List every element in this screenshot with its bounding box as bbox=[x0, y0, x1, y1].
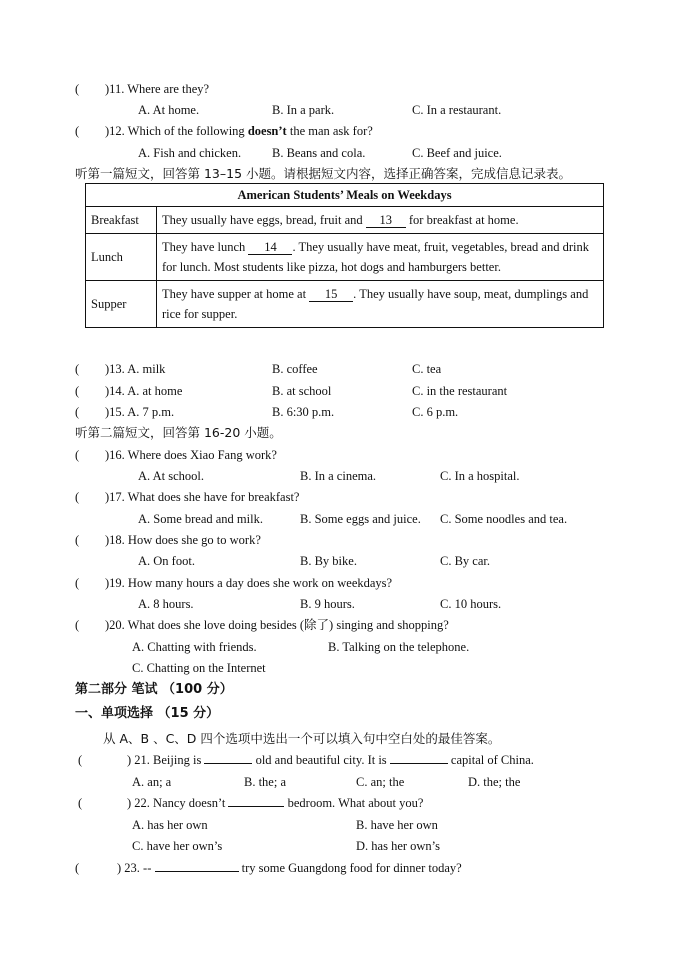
table-row bbox=[86, 207, 604, 234]
passage-2-instructions: 听第二篇短文，回答第 16-20 小题。 bbox=[75, 425, 282, 440]
option-d: D. the; the bbox=[468, 775, 521, 789]
passage-1-instructions: 听第一篇短文，回答第 13–15 小题。请根据短文内容，选择正确答案，完成信息记录表。 bbox=[75, 166, 572, 181]
question-14: ( )14. A. at home bbox=[75, 384, 183, 398]
question-11 bbox=[75, 81, 209, 97]
option-c: C. 6 p.m. bbox=[412, 405, 459, 419]
option-b: B. the; a bbox=[244, 775, 287, 789]
option-a: A. At home. bbox=[138, 103, 200, 117]
answer-paren[interactable]: ( bbox=[78, 796, 83, 810]
option-b: B. Some eggs and juice. bbox=[300, 512, 421, 526]
question-16: ( )16. Where does Xiao Fang work? bbox=[75, 448, 277, 462]
part-2-heading: 第二部分 笔试 （100 分） bbox=[75, 682, 233, 697]
option-b: B. at school bbox=[272, 384, 332, 398]
option-c: C. Beef and juice. bbox=[412, 146, 502, 160]
question-19: ( )19. How many hours a day does she work on weekdays? bbox=[75, 576, 393, 590]
question-12: ( )12. Which of the following doesn’t the man ask for? bbox=[75, 124, 373, 138]
answer-paren[interactable]: ( bbox=[75, 861, 80, 875]
option-b: B. 6:30 p.m. bbox=[272, 405, 335, 419]
answer-paren[interactable]: ( bbox=[75, 490, 80, 504]
question-stem: )11. Where are they? bbox=[105, 82, 210, 96]
answer-paren[interactable]: ( bbox=[75, 362, 80, 376]
option-c: C. an; the bbox=[356, 775, 405, 789]
meal-description: They have supper at home at 15 . They usually have soup, meat, dumplings and rice for supper. bbox=[157, 281, 604, 328]
option-a: A. On foot. bbox=[138, 554, 195, 568]
question-23: ( ) 23. -- try some Guangdong food for dinner today? bbox=[75, 861, 462, 875]
answer-paren[interactable]: ( bbox=[78, 753, 83, 767]
blank[interactable] bbox=[204, 763, 252, 764]
meal-label: Breakfast bbox=[86, 207, 157, 234]
answer-paren[interactable]: ( bbox=[75, 384, 80, 398]
question-21: ( ) 21. Beijing is old and beautiful city. It is capital of China. bbox=[78, 753, 534, 767]
option-a: A. At school. bbox=[138, 469, 204, 483]
option-c: C. Chatting on the Internet bbox=[132, 661, 266, 675]
option-c: C. In a restaurant. bbox=[412, 103, 502, 117]
answer-paren[interactable]: ( bbox=[75, 82, 80, 96]
section-1-heading: 一、单项选择 （15 分） bbox=[75, 706, 220, 721]
question-13: ( )13. A. milk bbox=[75, 362, 166, 376]
option-a: A. 8 hours. bbox=[138, 597, 194, 611]
option-c: C. in the restaurant bbox=[412, 384, 508, 398]
blank[interactable] bbox=[390, 763, 448, 764]
table-row bbox=[86, 234, 604, 281]
option-c: C. In a hospital. bbox=[440, 469, 520, 483]
option-b: B. In a cinema. bbox=[300, 469, 377, 483]
option-c: C. tea bbox=[412, 362, 442, 376]
option-a: A. Some bread and milk. bbox=[138, 512, 263, 526]
question-15: ( )15. A. 7 p.m. bbox=[75, 405, 175, 419]
option-c: C. By car. bbox=[440, 554, 490, 568]
question-18: ( )18. How does she go to work? bbox=[75, 533, 261, 547]
answer-paren[interactable]: ( bbox=[75, 533, 80, 547]
section-1-instructions: 从 A、B 、C、D 四个选项中选出一个可以填入句中空白处的最佳答案。 bbox=[103, 731, 501, 746]
meal-description: They have lunch 14 . They usually have meat, fruit, vegetables, bread and drink for lunch. Most students like pizza, hot dogs and hamburgers better. bbox=[157, 234, 604, 281]
option-b: B. 9 hours. bbox=[300, 597, 355, 611]
question-17: ( )17. What does she have for breakfast? bbox=[75, 490, 300, 504]
answer-paren[interactable]: ( bbox=[75, 618, 80, 632]
meal-label: Supper bbox=[86, 281, 157, 328]
option-a: A. Fish and chicken. bbox=[138, 146, 242, 160]
answer-paren[interactable]: ( bbox=[75, 405, 80, 419]
blank-13[interactable]: 13 bbox=[366, 214, 406, 228]
meal-description: They usually have eggs, bread, fruit and 13 for breakfast at home. bbox=[157, 207, 604, 234]
info-record-table bbox=[85, 183, 604, 328]
blank-15[interactable]: 15 bbox=[309, 288, 353, 302]
option-a: A. an; a bbox=[132, 775, 172, 789]
option-b: B. Beans and cola. bbox=[272, 146, 366, 160]
table-row bbox=[86, 281, 604, 328]
answer-paren[interactable]: ( bbox=[75, 576, 80, 590]
answer-paren[interactable]: ( bbox=[75, 448, 80, 462]
blank[interactable] bbox=[155, 871, 239, 872]
option-b: B. In a park. bbox=[272, 103, 335, 117]
option-c: C. Some noodles and tea. bbox=[440, 512, 568, 526]
question-20: ( )20. What does she love doing besides (除了) singing and shopping? bbox=[75, 618, 449, 632]
option-b: B. coffee bbox=[272, 362, 318, 376]
blank-14[interactable]: 14 bbox=[248, 241, 292, 255]
option-c: C. have her own’s bbox=[132, 839, 223, 853]
option-d: D. has her own’s bbox=[356, 839, 441, 853]
question-22: ( ) 22. Nancy doesn’t bedroom. What about you? bbox=[78, 796, 424, 810]
option-a: A. has her own bbox=[132, 818, 208, 832]
option-a: A. Chatting with friends. bbox=[132, 640, 257, 654]
answer-paren[interactable]: ( bbox=[75, 124, 80, 138]
option-b: B. By bike. bbox=[300, 554, 357, 568]
option-b: B. have her own bbox=[356, 818, 438, 832]
table-title: American Students’ Meals on Weekdays bbox=[86, 184, 604, 207]
blank[interactable] bbox=[228, 806, 284, 807]
option-c: C. 10 hours. bbox=[440, 597, 502, 611]
option-b: B. Talking on the telephone. bbox=[328, 640, 470, 654]
meal-label: Lunch bbox=[86, 234, 157, 281]
